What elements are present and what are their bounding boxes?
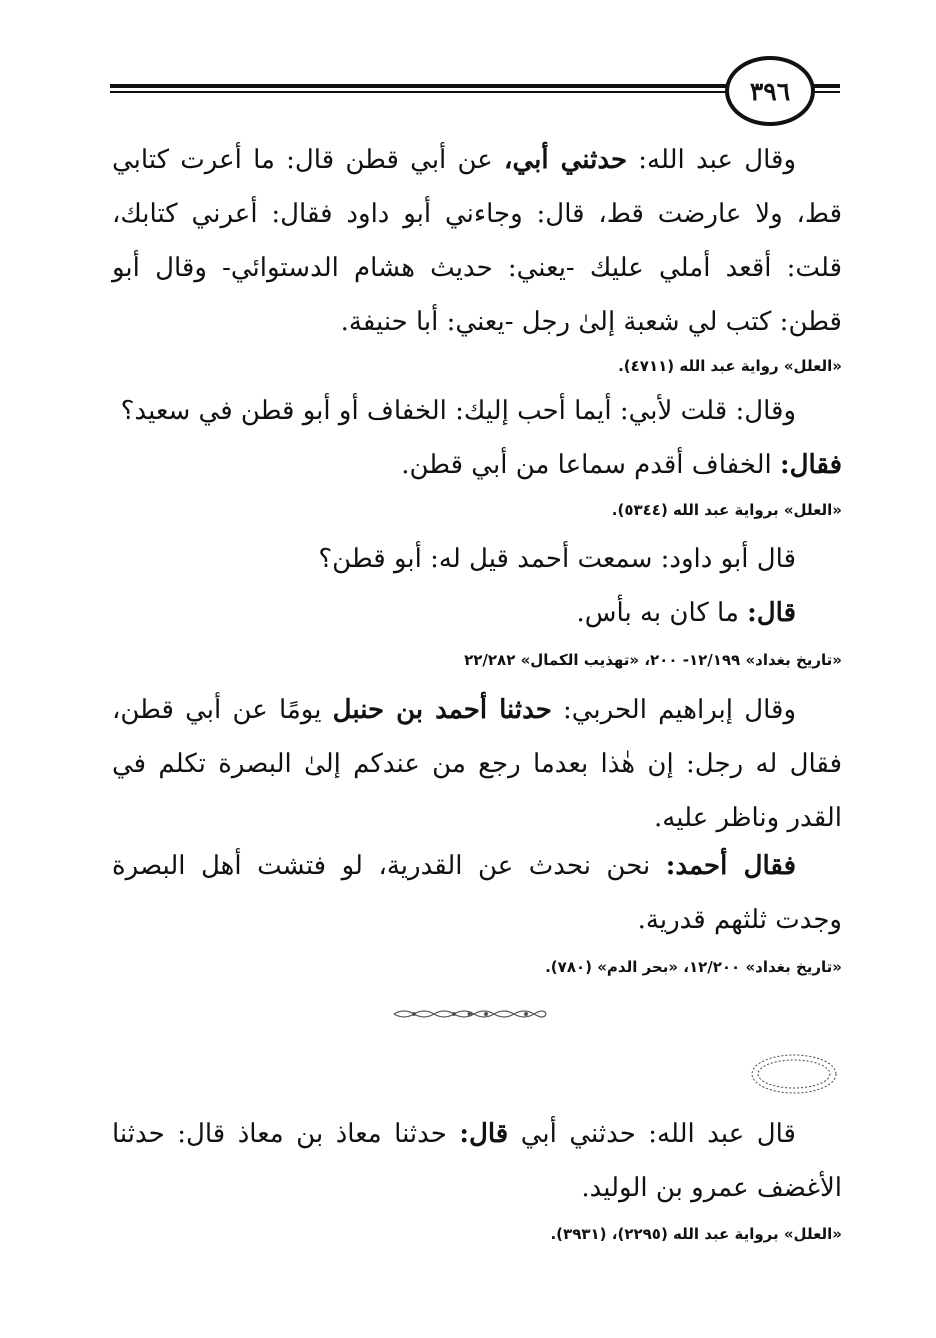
p5-bold: فقال أحمد: — [665, 851, 796, 881]
paragraph-5 — [112, 839, 842, 947]
p4-rest: يومًا عن أبي قطن، فقال له رجل: إن هٰذا بعدما رجع من عندكم إلىٰ البصرة تكلم في القدر وناظر عليه. — [112, 695, 842, 833]
paragraph-6 — [112, 1107, 842, 1215]
source-3 — [112, 648, 842, 672]
p6-bold: قال: — [459, 1119, 509, 1149]
p6-rest: حدثنا معاذ بن معاذ قال: حدثنا الأغضف عمرو بن الوليد. — [112, 1119, 842, 1203]
ornament-divider — [390, 1006, 550, 1022]
source-1 — [112, 354, 842, 378]
p2-bold: فقال: — [780, 450, 842, 480]
source-1-text: «العلل» رواية عبد الله (٤٧١١). — [618, 357, 842, 375]
p2-line1: وقال: قلت لأبي: أيما أحب إليك: الخفاف أو أبو قطن في سعيد؟ — [120, 396, 796, 426]
paragraph-4 — [112, 683, 842, 845]
paragraph-2 — [112, 384, 842, 492]
p2-rest: الخفاف أقدم سماعا من أبي قطن. — [401, 450, 780, 480]
page-number: ٣٩٦ — [725, 56, 815, 126]
p4-bold: حدثنا أحمد بن حنبل — [332, 695, 552, 725]
source-4 — [112, 955, 842, 979]
source-5-text: «العلل» برواية عبد الله (٢٢٩٥)، (٣٩٣١). — [550, 1225, 842, 1243]
p1-rest: عن أبي قطن قال: ما أعرت كتابي قط، ولا عارضت قط، قال: وجاءني أبو داود فقال: أعرني كتابك، قلت: أقعد أملي عليك -يعني: حديث هشام الدستوائي- وقال أبو قطن: كتب لي شعبة إلىٰ رجل -يعني: أبا حنيفة. — [112, 145, 842, 337]
source-3-text: «تاريخ بغداد» ١٢/١٩٩- ٢٠٠، «تهذيب الكمال» ٢٢/٢٨٢ — [464, 651, 842, 669]
paragraph-3 — [112, 532, 842, 640]
p5-rest: نحن نحدث عن القدرية، لو فتشت أهل البصرة وجدت ثلثهم قدرية. — [112, 851, 842, 935]
p3-bold: قال: — [747, 598, 796, 628]
header-rule-tail — [814, 84, 840, 94]
p1-lead: وقال عبد الله: — [627, 145, 796, 175]
source-2-text: «العلل» برواية عبد الله (٥٣٤٤). — [611, 501, 842, 519]
source-4-text: «تاريخ بغداد» ١٢/٢٠٠، «بحر الدم» (٧٨٠). — [545, 958, 842, 976]
p3-line1: قال أبو داود: سمعت أحمد قيل له: أبو قطن؟ — [318, 544, 796, 574]
ornament-frame-icon — [746, 1052, 842, 1096]
entry-number-badge — [746, 1052, 842, 1096]
source-5 — [112, 1222, 842, 1246]
source-2 — [112, 498, 842, 522]
p6-lead: قال عبد الله: حدثني أبي — [508, 1119, 796, 1149]
p4-lead: وقال إبراهيم الحربي: — [551, 695, 797, 725]
p3-rest: ما كان به بأس. — [576, 598, 748, 628]
paragraph-1 — [112, 133, 842, 349]
p1-bold: حدثني أبي، — [504, 145, 628, 175]
entry-heading — [112, 1050, 842, 1102]
page-header — [100, 50, 840, 130]
